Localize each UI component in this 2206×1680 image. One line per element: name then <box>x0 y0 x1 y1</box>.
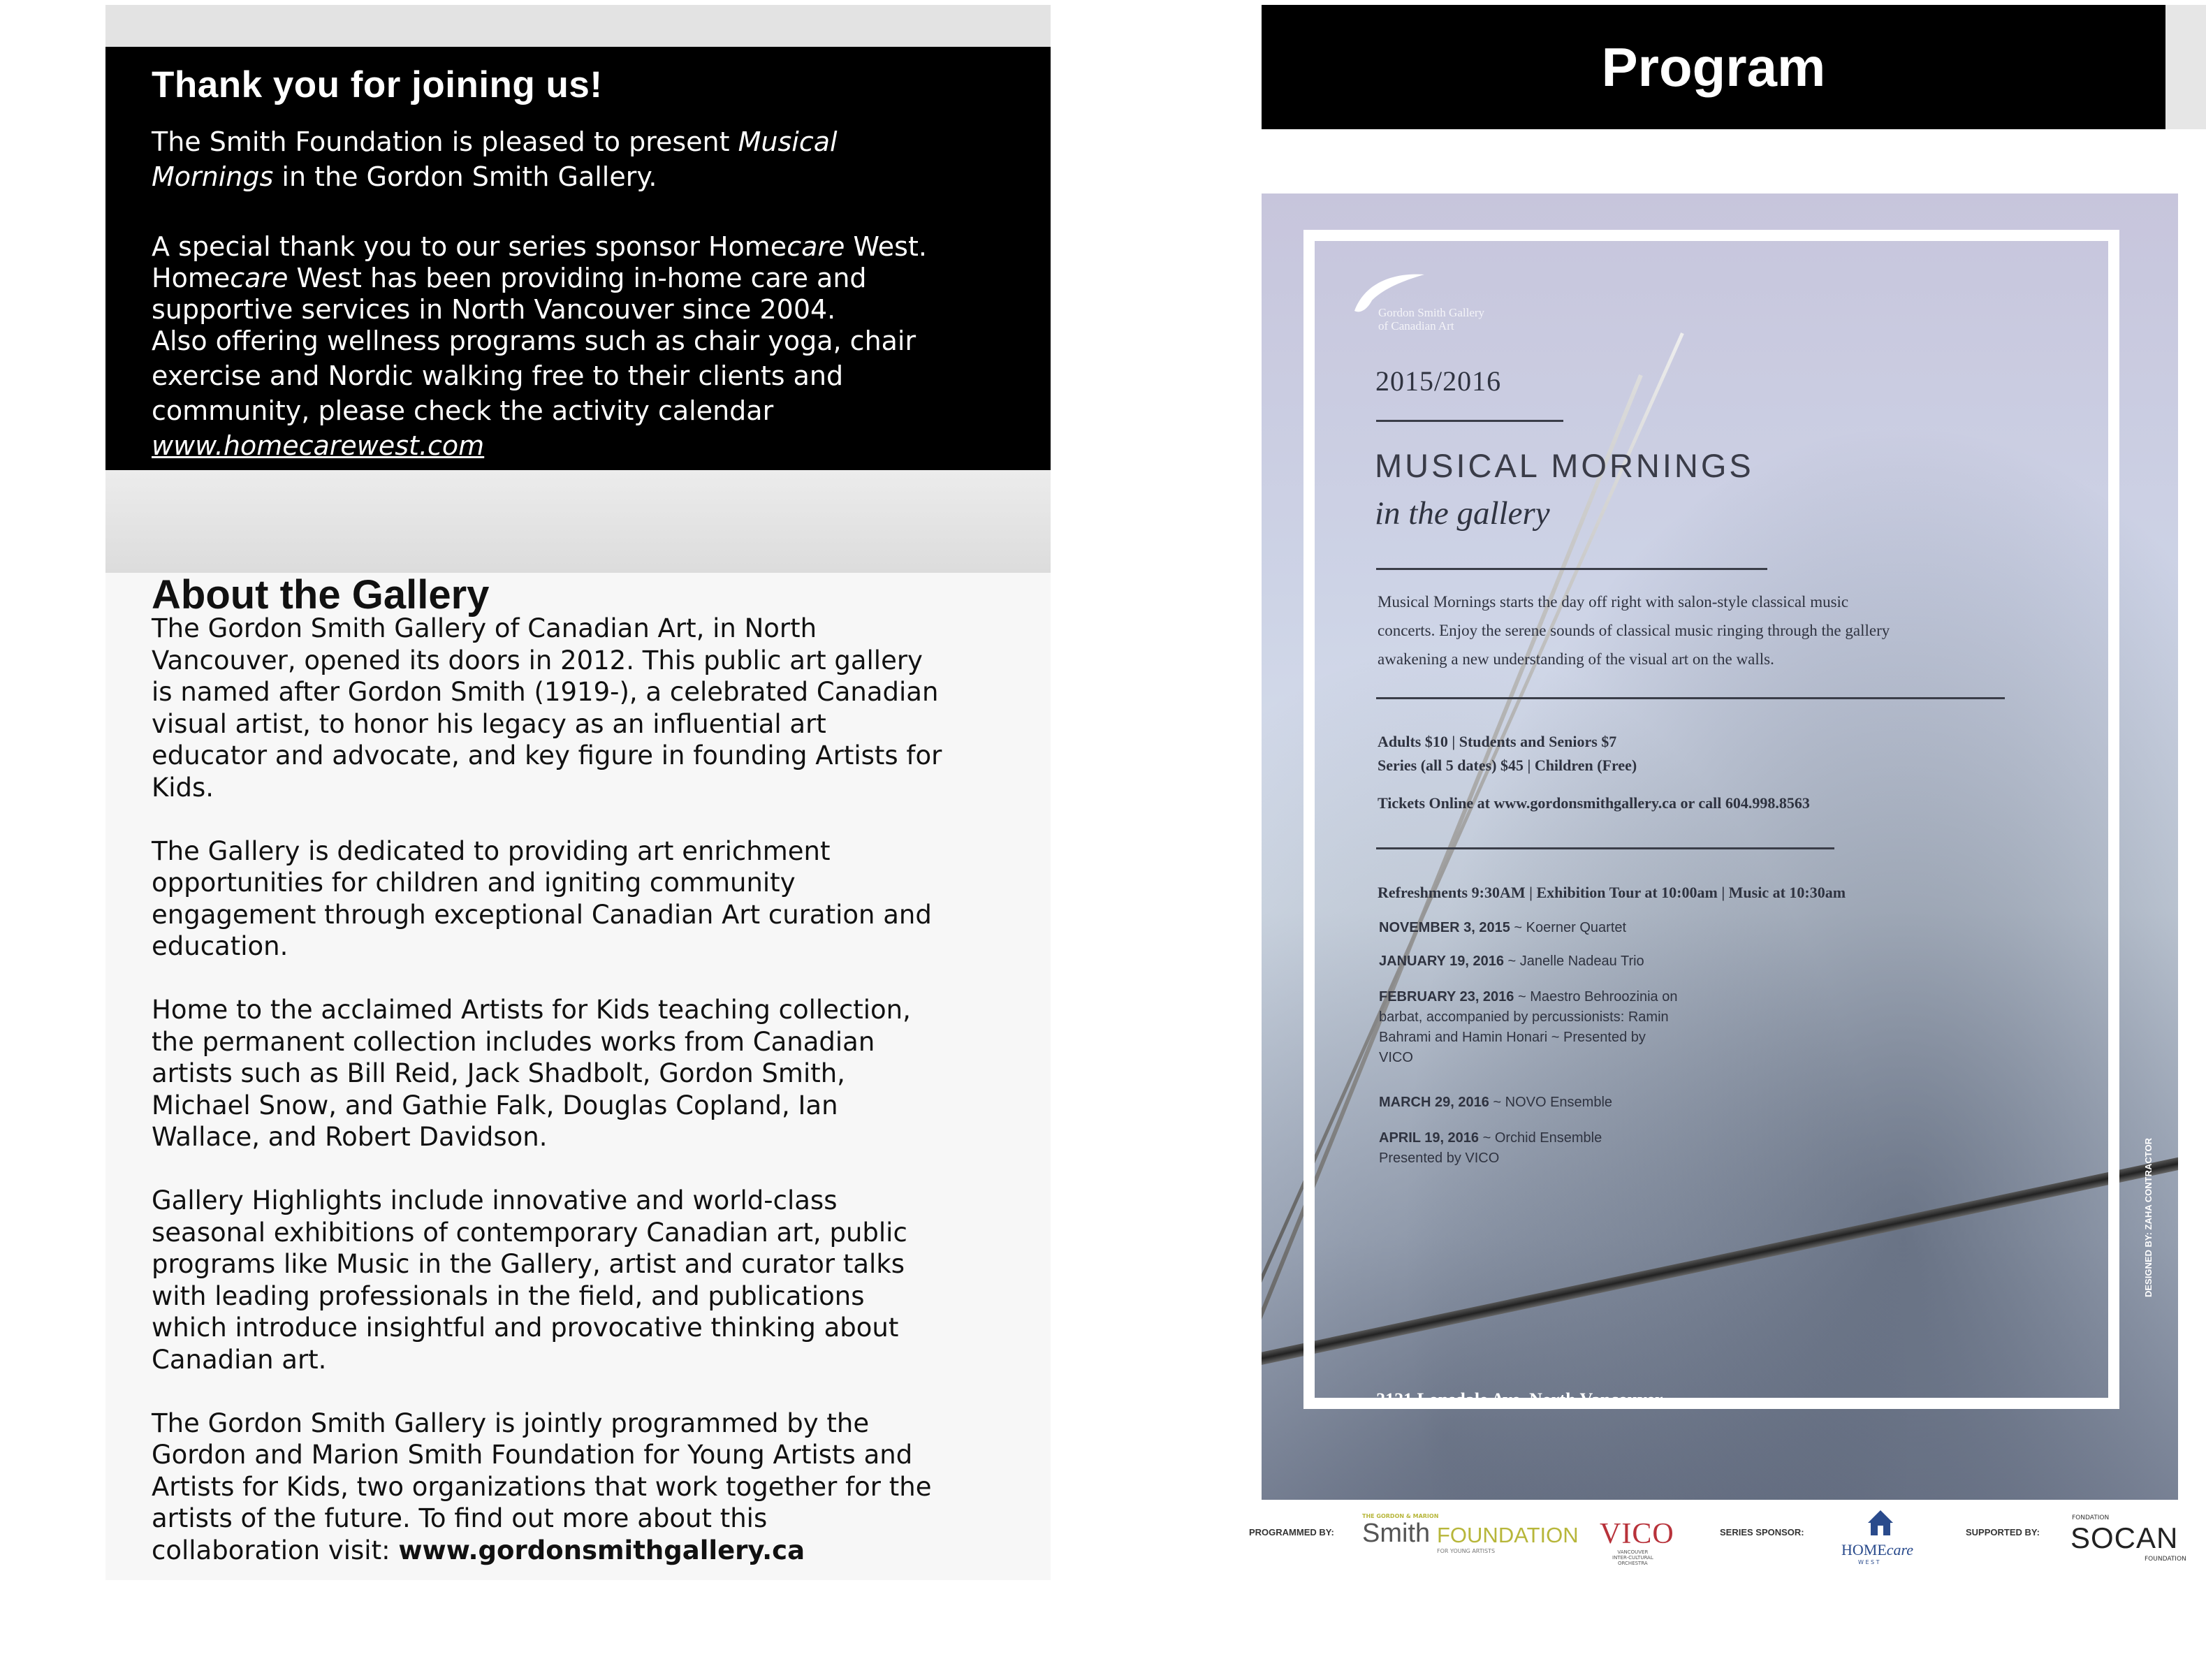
poster-rule <box>1376 697 2005 699</box>
about-line: Gallery Highlights include innovative and world-class <box>152 1185 838 1215</box>
program-heading: Program <box>1601 36 1826 98</box>
top-gray-strip <box>105 5 1051 47</box>
about-line: Wallace, and Robert Davidson. <box>152 1122 548 1152</box>
smith-logo-small: THE GORDON & MARION <box>1362 1513 1439 1519</box>
socan-logo-bottom: FOUNDATION <box>2145 1556 2186 1563</box>
sponsor-line-3: supportive services in North Vancouver since 2004. <box>152 294 836 325</box>
poster-season: 2015/2016 <box>1375 365 1502 397</box>
about-line: artists such as Bill Reid, Jack Shadbolt, Gordon Smith, <box>152 1058 845 1088</box>
about-line: the permanent collection includes works from Canadian <box>152 1026 875 1057</box>
about-line: Vancouver, opened its doors in 2012. This public art gallery <box>152 645 923 675</box>
paragraph-gap <box>152 1375 942 1408</box>
intro-italic-mornings: Mornings <box>152 161 274 192</box>
smith-logo-foundation: FOUNDATION <box>1437 1523 1579 1547</box>
sponsor-text: A special thank you to our series sponsor Home <box>152 231 787 262</box>
event-date: FEBRUARY 23, 2016 <box>1379 989 1514 1005</box>
about-line: educator and advocate, and key figure in founding Artists for <box>152 740 942 770</box>
poster-event-3 <box>1379 987 1677 1068</box>
about-body <box>152 613 942 1566</box>
sponsor-row <box>1243 1502 2206 1572</box>
about-heading: About the Gallery <box>152 572 490 618</box>
about-line: artists of the future. To find out more about this <box>152 1503 768 1533</box>
poster-rule <box>1376 420 1563 422</box>
about-line: programs like Music in the Gallery, artist and curator talks <box>152 1249 905 1279</box>
sponsor-text: Home <box>152 263 231 293</box>
homecare-home: HOME <box>1841 1541 1887 1558</box>
series-sponsor-label: SERIES SPONSOR: <box>1720 1527 1804 1537</box>
program-header-bar <box>1262 5 2165 129</box>
poster-subtitle: in the gallery <box>1375 495 1550 532</box>
homecare-link[interactable]: www.homecarewest.com <box>152 430 485 461</box>
thank-you-heading: Thank you for joining us! <box>152 64 603 105</box>
about-line: which introduce insightful and provocative thinking about <box>152 1313 899 1343</box>
thank-you-intro-line2 <box>152 159 657 194</box>
homecare-care: care <box>1886 1541 1914 1558</box>
about-line: engagement through exceptional Canadian Art curation and <box>152 899 932 930</box>
about-last-text: collaboration visit: <box>152 1535 399 1565</box>
smith-logo-name: Smith <box>1362 1519 1431 1548</box>
socan-logo: SOCAN <box>2070 1521 2179 1554</box>
about-line: The Gordon Smith Gallery is jointly programmed by the <box>152 1408 870 1438</box>
poster-schedule: Refreshments 9:30AM | Exhibition Tour at 10:00am | Music at 10:30am <box>1378 884 1846 901</box>
poster-address: 2121 Lonsdale Ave, North Vancouver <box>1376 1389 1663 1410</box>
event-5-line1 <box>1379 1128 1602 1148</box>
event-3-line1 <box>1379 987 1677 1007</box>
poster-event-2 <box>1379 954 1644 970</box>
gallery-website-link[interactable]: www.gordonsmithgallery.ca <box>398 1535 805 1565</box>
thank-you-box <box>105 47 1051 470</box>
vico-sub-line: VANCOUVER <box>1617 1549 1649 1555</box>
program-bar-shadow <box>2165 5 2206 129</box>
event-name: ~ Maestro Behroozinia on <box>1514 989 1678 1005</box>
event-name: ~ Orchid Ensemble <box>1479 1130 1602 1146</box>
poster-frame <box>1303 230 2119 1409</box>
poster-rule <box>1376 568 1767 570</box>
poster-desc-1: Musical Mornings starts the day off right with salon-style classical music <box>1378 593 1849 611</box>
about-line: Artists for Kids, two organizations that work together for the <box>152 1471 932 1502</box>
intro-text-end: in the Gordon Smith Gallery. <box>273 161 657 192</box>
about-line: seasonal exhibitions of contemporary Canadian art, public <box>152 1217 907 1248</box>
sponsor-line-6: community, please check the activity calendar <box>152 395 774 426</box>
poster-desc-2: concerts. Enjoy the serene sounds of classical music ringing through the gallery <box>1378 622 1890 639</box>
homecare-west: W E S T <box>1858 1559 1880 1565</box>
sponsor-line-1 <box>152 229 927 264</box>
event-name: ~ Koerner Quartet <box>1510 920 1627 935</box>
poster-designer-credit: DESIGNED BY: ZAHA CONTRACTOR <box>2143 1138 2154 1297</box>
sponsor-text-end: West. <box>845 231 927 262</box>
sponsor-line-4: Also offering wellness programs such as chair yoga, chair <box>152 326 916 356</box>
sponsor-italic: care <box>787 231 845 262</box>
intro-italic-musical: Musical <box>738 126 838 157</box>
vico-sub-line: INTER-CULTURAL <box>1612 1555 1653 1561</box>
poster-rule <box>1376 847 1834 849</box>
event-3-line4: VICO <box>1379 1050 1413 1065</box>
poster-tickets: Tickets Online at www.gordonsmithgallery.ca or call 604.998.8563 <box>1378 794 1810 812</box>
poster-title: MUSICAL MORNINGS <box>1375 447 1754 484</box>
homecare-house-icon <box>1865 1507 1896 1538</box>
event-3-line3: Bahrami and Hamin Honari ~ Presented by <box>1379 1030 1646 1045</box>
poster-logo-line2: of Canadian Art <box>1378 319 1454 333</box>
poster-price-2: Series (all 5 dates) $45 | Children (Free) <box>1378 757 1637 774</box>
event-name: ~ NOVO Ensemble <box>1489 1095 1613 1110</box>
socan-logo-top: FONDATION <box>2072 1514 2110 1521</box>
about-line: Canadian art. <box>152 1344 327 1375</box>
about-line: Gordon and Marion Smith Foundation for Young Artists and <box>152 1440 913 1470</box>
event-date: JANUARY 19, 2016 <box>1379 954 1504 969</box>
vico-sub-line: ORCHESTRA <box>1618 1561 1648 1566</box>
intro-text: The Smith Foundation is pleased to present <box>152 126 738 157</box>
sponsor-line-2 <box>152 261 867 295</box>
smith-logo-sub: FOR YOUNG ARTISTS <box>1437 1548 1496 1554</box>
about-line: The Gordon Smith Gallery of Canadian Art, in North <box>152 613 817 643</box>
about-line: opportunities for children and igniting community <box>152 868 796 898</box>
about-line: with leading professionals in the field, and publications <box>152 1280 865 1311</box>
about-line: The Gallery is dedicated to providing art enrichment <box>152 835 831 866</box>
event-poster <box>1262 193 2178 1500</box>
thank-you-intro <box>152 124 838 159</box>
sponsor-line-5: exercise and Nordic walking free to their clients and <box>152 360 844 391</box>
event-name: ~ Janelle Nadeau Trio <box>1503 954 1644 969</box>
vico-logo-sub <box>1612 1549 1653 1566</box>
about-line: Kids. <box>152 772 214 803</box>
poster-desc-3: awakening a new understanding of the visual art on the walls. <box>1378 650 1774 668</box>
sponsor-italic: care <box>230 263 288 293</box>
vico-logo: VICO <box>1600 1518 1674 1550</box>
sponsor-text-end: West has been providing in-home care and <box>288 263 867 293</box>
poster-event-5 <box>1379 1128 1602 1169</box>
poster-event-1 <box>1379 920 1626 936</box>
event-3-line2: barbat, accompanied by percussionists: Ramin <box>1379 1009 1669 1025</box>
event-date: MARCH 29, 2016 <box>1379 1095 1489 1110</box>
about-line: Michael Snow, and Gathie Falk, Douglas Copland, Ian <box>152 1090 838 1120</box>
paragraph-gap <box>152 803 942 835</box>
about-line: Home to the acclaimed Artists for Kids teaching collection, <box>152 995 911 1025</box>
gray-divider-band <box>105 470 1051 574</box>
supported-by-label: SUPPORTED BY: <box>1966 1527 2040 1537</box>
about-line: is named after Gordon Smith (1919-), a celebrated Canadian <box>152 677 939 707</box>
about-line: education. <box>152 931 288 961</box>
about-line: visual artist, to honor his legacy as an influential art <box>152 708 826 739</box>
event-date: APRIL 19, 2016 <box>1379 1130 1480 1146</box>
poster-price-1: Adults $10 | Students and Seniors $7 <box>1378 733 1617 750</box>
poster-event-4 <box>1379 1095 1612 1111</box>
event-date: NOVEMBER 3, 2015 <box>1379 920 1510 935</box>
paragraph-gap <box>152 963 942 995</box>
programmed-by-label: PROGRAMMED BY: <box>1249 1527 1334 1537</box>
homecare-logo <box>1841 1541 1913 1559</box>
paragraph-gap <box>152 1153 942 1185</box>
event-5-line2: Presented by VICO <box>1379 1151 1500 1166</box>
poster-logo-line1: Gordon Smith Gallery <box>1378 306 1485 319</box>
about-last-line <box>152 1535 942 1567</box>
